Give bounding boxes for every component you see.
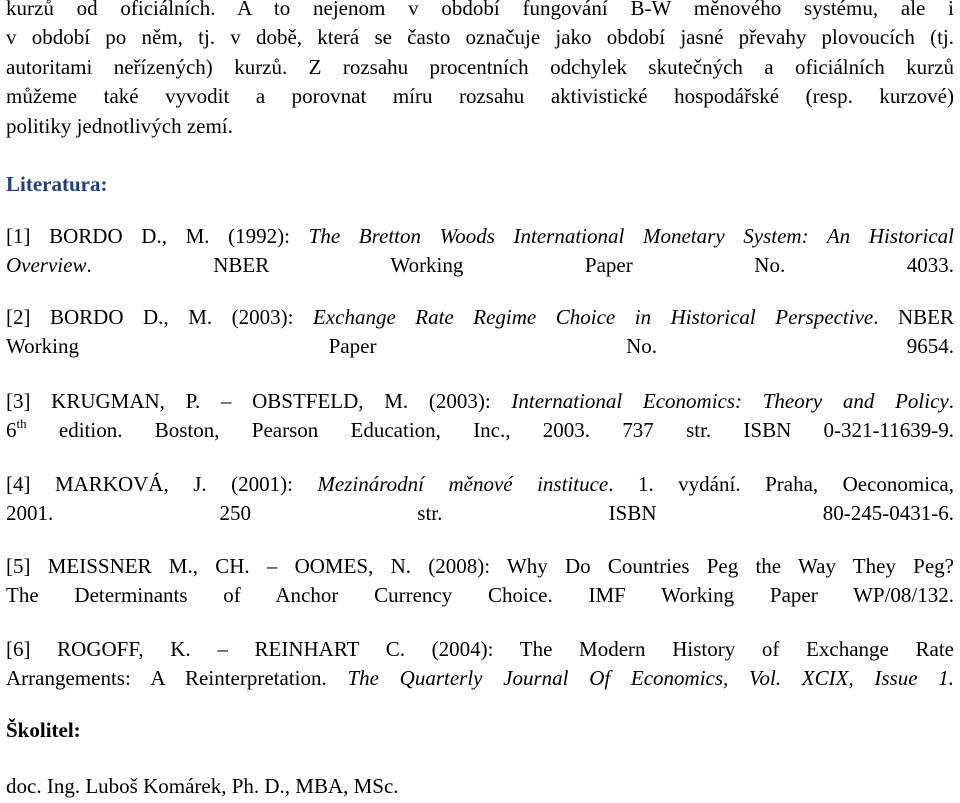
reference-4-authors: [4] MARKOVÁ, J. (2001): [6, 472, 318, 496]
reference-6 [6, 635, 954, 694]
reference-4-source: . 1. vydání. Praha, Oeconomica, [608, 472, 954, 496]
reference-1-source: . NBER Working Paper No. 4033. [86, 253, 954, 278]
reference-3-publisher: edition. Boston, Pearson Education, Inc., 2003. 737 str. ISBN 0-321-11639-9. [26, 418, 954, 443]
reference-5 [6, 552, 954, 611]
reference-5-line-1: [5] MEISSNER M., CH. – OOMES, N. (2008): Why Do Countries Peg the Way They Peg? [6, 554, 954, 578]
supervisor-name: doc. Ing. Luboš Komárek, Ph. D., MBA, MSc. [6, 774, 399, 798]
reference-3-authors: [3] KRUGMAN, P. – OBSTFELD, M. (2003): [6, 389, 512, 413]
supervisor-heading: Školitel: [6, 718, 81, 742]
reference-6-subtitle: Arrangements: A Reinterpretation. [6, 666, 348, 691]
reference-3-title: International Economics: Theory and Policy [511, 389, 949, 413]
reference-4 [6, 470, 954, 529]
intro-line-4: můžeme také vyvodit a porovnat míru rozsahu aktivistické hospodářské (resp. kurzové) [6, 84, 954, 109]
reference-1-title: The Bretton Woods International Monetary System: An Historical [308, 224, 954, 248]
reference-6-journal: The Quarterly Journal Of Economics, Vol. XCIX, Issue 1. [347, 666, 954, 691]
reference-2-source-cont: Working Paper No. 9654. [6, 334, 954, 359]
intro-line-2: v období po něm, tj. v době, která se často označuje jako období jasné převahy plovoucích (tj. [6, 25, 954, 50]
intro-line-3: autoritami neřízených) kurzů. Z rozsahu procentních odchylek skutečných a oficiálních kurzů [6, 54, 954, 79]
literature-heading: Literatura: [6, 172, 108, 196]
intro-line-1: kurzů od oficiálních. A to nejenom v období fungování B-W měnového systému, ale i [6, 0, 954, 20]
reference-5-line-2: The Determinants of Anchor Currency Choice. IMF Working Paper WP/08/132. [6, 583, 954, 608]
reference-1-authors: [1] BORDO D., M. (1992): [6, 224, 309, 248]
reference-3-punct: . [948, 389, 954, 413]
reference-4-source-cont: 2001. 250 str. ISBN 80-245-0431-6. [6, 501, 954, 526]
reference-1-title-cont: Overview [6, 253, 87, 278]
reference-2-authors: [2] BORDO D., M. (2003): [6, 305, 313, 329]
reference-1 [6, 222, 954, 281]
intro-line-5: politiky jednotlivých zemí. [6, 113, 233, 138]
reference-2-source: . NBER [873, 305, 954, 329]
reference-3-edition-suffix: th [16, 416, 27, 432]
intro-paragraph [6, 0, 954, 141]
reference-2 [6, 303, 954, 362]
reference-3 [6, 387, 954, 446]
reference-6-line-1: [6] ROGOFF, K. – REINHART C. (2004): The Modern History of Exchange Rate [6, 637, 954, 661]
reference-2-title: Exchange Rate Regime Choice in Historical Perspective [312, 305, 874, 329]
reference-4-title: Mezinárodní měnové instituce [317, 472, 609, 496]
reference-3-edition-number: 6 [6, 418, 17, 443]
